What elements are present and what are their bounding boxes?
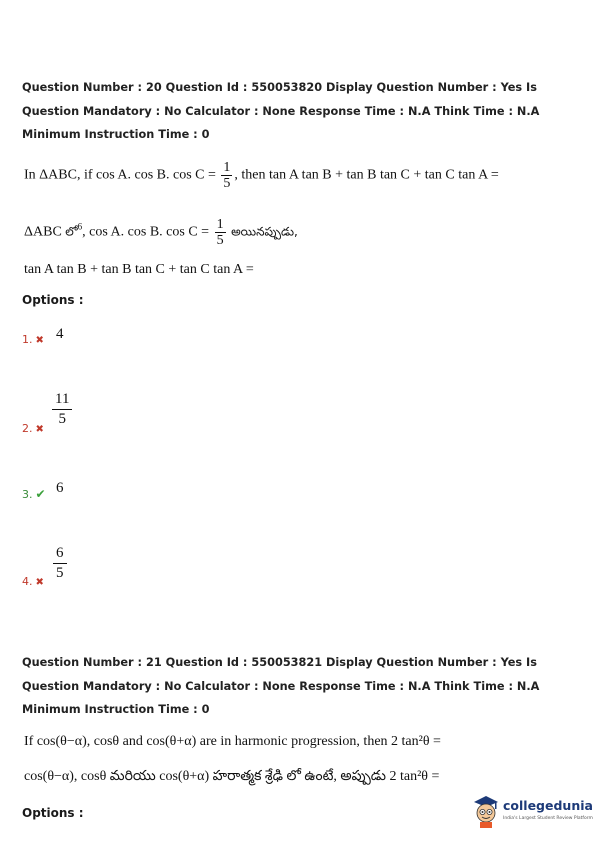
q20-te-frac-den: 5 [216,233,224,248]
option-4-numerator: 6 [53,544,67,564]
option-2-numerator: 11 [52,390,72,410]
q20-option-2-value [52,390,72,429]
q20-option-4[interactable] [22,575,44,588]
q20-te-sup: 6 [77,221,83,232]
q20-option-2[interactable] [22,422,44,435]
q20-te-frac-num: 1 [216,217,224,232]
question-20-english [24,160,499,191]
mascot-icon [471,794,501,828]
question-21-telugu: cos(θ−α), cosθ మరియు cos(θ+α) హరాత్మక శ్రేఢి లో ఉంటే, అప్పుడు 2 tan²θ = [24,769,440,784]
option-2-denominator: 5 [58,411,66,427]
q20-option-1-value: 4 [56,326,64,342]
q20-en-suffix: , then tan A tan B + tan B tan C + tan C tan A = [234,167,499,183]
check-icon: ✔ [35,487,46,501]
option-number: 1. [22,333,33,346]
q20-frac-den: 5 [223,176,231,191]
q20-te-prefix: ΔABC [24,224,66,240]
question-20-telugu-line2: tan A tan B + tan B tan C + tan C tan A = [24,262,254,277]
logo-name: collegedunia [503,798,593,813]
logo-tagline: India's Largest Student Review Platform [503,816,593,821]
q21-options-label: Options : [22,806,84,820]
q20-option-1[interactable] [22,333,44,346]
q20-option-3-value: 6 [56,480,64,496]
option-number: 2. [22,422,33,435]
question-21-meta: Question Number : 21 Question Id : 550053821 Display Question Number : Yes Is Question Mandatory : No Calculator : None Response Time : N.A Think Time : N.A Minimum Instruction Time : 0 [22,656,540,716]
cross-icon: ✖ [35,424,44,435]
q20-options-label: Options : [22,293,84,307]
option-4-denominator: 5 [56,565,64,581]
q20-te-fraction [215,217,226,248]
question-20-meta: Question Number : 20 Question Id : 550053820 Display Question Number : Yes Is Question Mandatory : No Calculator : None Response Time : N.A Think Time : N.A Minimum Instruction Time : 0 [22,81,540,141]
collegedunia-logo [471,794,593,830]
q20-en-prefix: In ΔABC, if cos A. cos B. cos C = [24,167,220,183]
q20-option-3[interactable] [22,487,46,501]
option-number: 4. [22,575,33,588]
q20-te-mid: , cos A. cos B. cos C = [82,224,213,240]
q20-te-suffix: అయినప్పుడు, [231,224,298,239]
q20-fraction [221,160,232,191]
q20-frac-num: 1 [223,160,231,175]
question-20-telugu [24,217,298,248]
option-number: 3. [22,488,33,501]
cross-icon: ✖ [35,335,44,346]
question-21-english: If cos(θ−α), cosθ and cos(θ+α) are in harmonic progression, then 2 tan²θ = [24,734,441,749]
cross-icon: ✖ [35,577,44,588]
q20-option-4-value [53,544,67,583]
q20-te-lo: లో [65,224,78,239]
